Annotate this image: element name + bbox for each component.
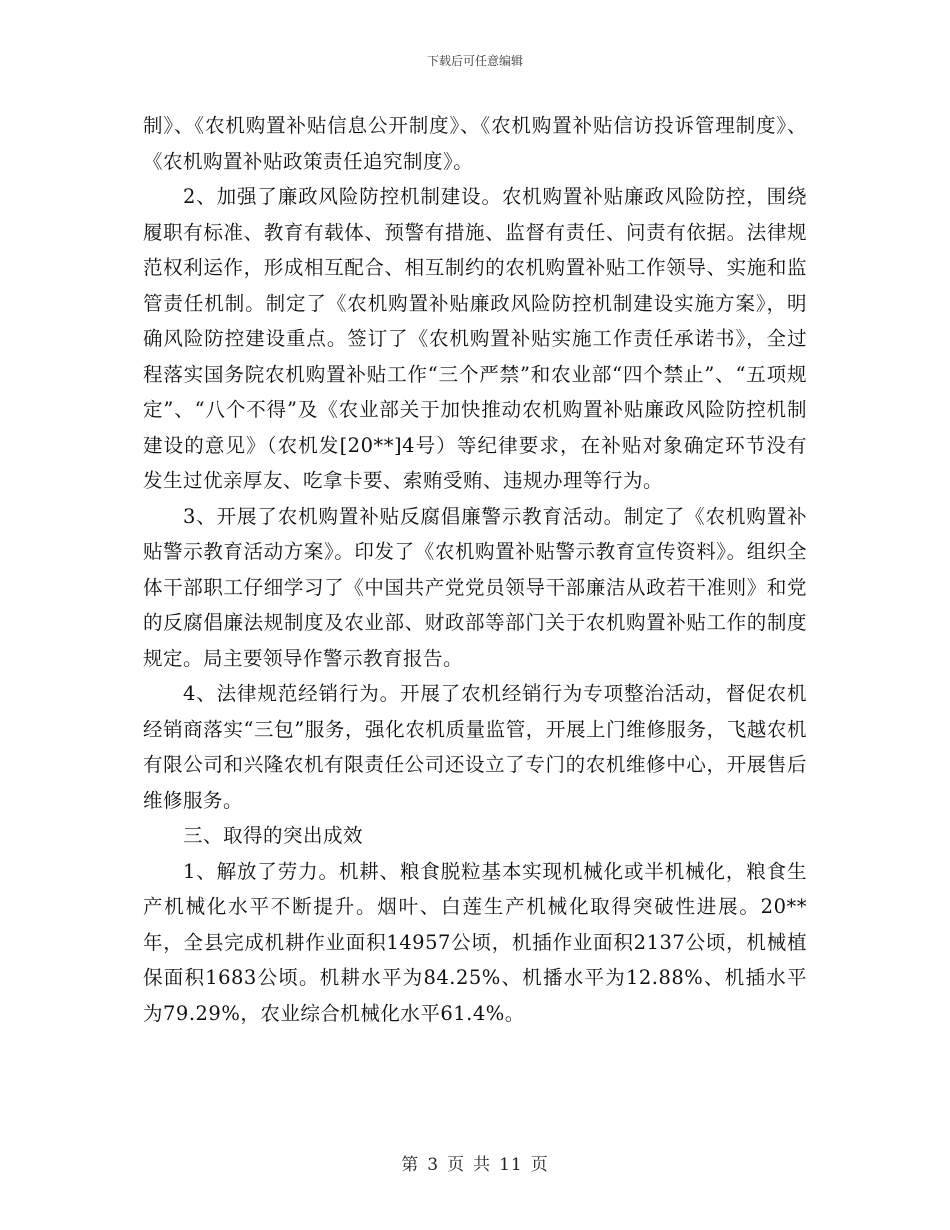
paragraph-dealer-regulation: 4、法律规范经销行为。开展了农机经销行为专项整治活动，督促农机经销商落实“三包”服务，强化农机质量监管，开展上门维修服务，飞越农机有限公司和兴隆农机有限责任公司还设立了专门的农机维修中心，开展售后维修服务。 (143, 682, 807, 812)
paragraph-continuation: 制》、《农机购置补贴信息公开制度》、《农机购置补贴信访投诉管理制度》、《农机购置补贴政策责任追究制度》。 (143, 114, 807, 173)
footer-total-pages: 11 (499, 1155, 523, 1175)
document-body (143, 108, 807, 1031)
page-footer (0, 1155, 950, 1175)
footer-page-word: 页 (447, 1155, 466, 1175)
footer-suffix: 页 (530, 1155, 549, 1175)
paragraph-warning-education: 3、开展了农机购置补贴反腐倡廉警示教育活动。制定了《农机购置补贴警示教育活动方案》。印发了《农机购置补贴警示教育宣传资料》。组织全体干部职工仔细学习了《中国共产党党员领导干部廉洁从政若干准则》和党的反腐倡廉法规制度及农业部、财政部等部门关于农机购置补贴工作的制度规定。局主要领导作警示教育报告。 (143, 504, 807, 670)
footer-prefix: 第 (401, 1155, 420, 1175)
paragraph-labor-liberation: 1、解放了劳力。机耕、粮食脱粒基本实现机械化或半机械化，粮食生产机械化水平不断提升。烟叶、白莲生产机械化取得突破性进展。20**年，全县完成机耕作业面积14957公顷，机插作业面积2137公顷，机械植保面积1683公顷。机耕水平为84.25%、机播水平为12.88%、机插水平为79.29%，农业综合机械化水平61.4%。 (143, 859, 807, 1025)
footer-current-page: 3 (427, 1155, 440, 1175)
footer-total-word: 共 (473, 1155, 492, 1175)
paragraph-risk-control: 2、加强了廉政风险防控机制建设。农机购置补贴廉政风险防控，围绕履职有标准、教育有载体、预警有措施、监督有责任、问责有依据。法律规范权利运作，形成相互配合、相互制约的农机购置补贴工作领导、实施和监管责任机制。制定了《农机购置补贴廉政风险防控机制建设实施方案》，明确风险防控建设重点。签订了《农机购置补贴实施工作责任承诺书》，全过程落实国务院农机购置补贴工作“三个严禁”和农业部“四个禁止”、“五项规定”、“八个不得”及《农业部关于加快推动农机购置补贴廉政风险防控机制建设的意见》（农机发[20**]4号）等纪律要求，在补贴对象确定环节没有发生过优亲厚友、吃拿卡要、索贿受贿、违规办理等行为。 (143, 185, 807, 492)
section-heading-achievements: 三、取得的突出成效 (183, 824, 364, 847)
page-header-note: 下载后可任意编辑 (426, 54, 523, 68)
